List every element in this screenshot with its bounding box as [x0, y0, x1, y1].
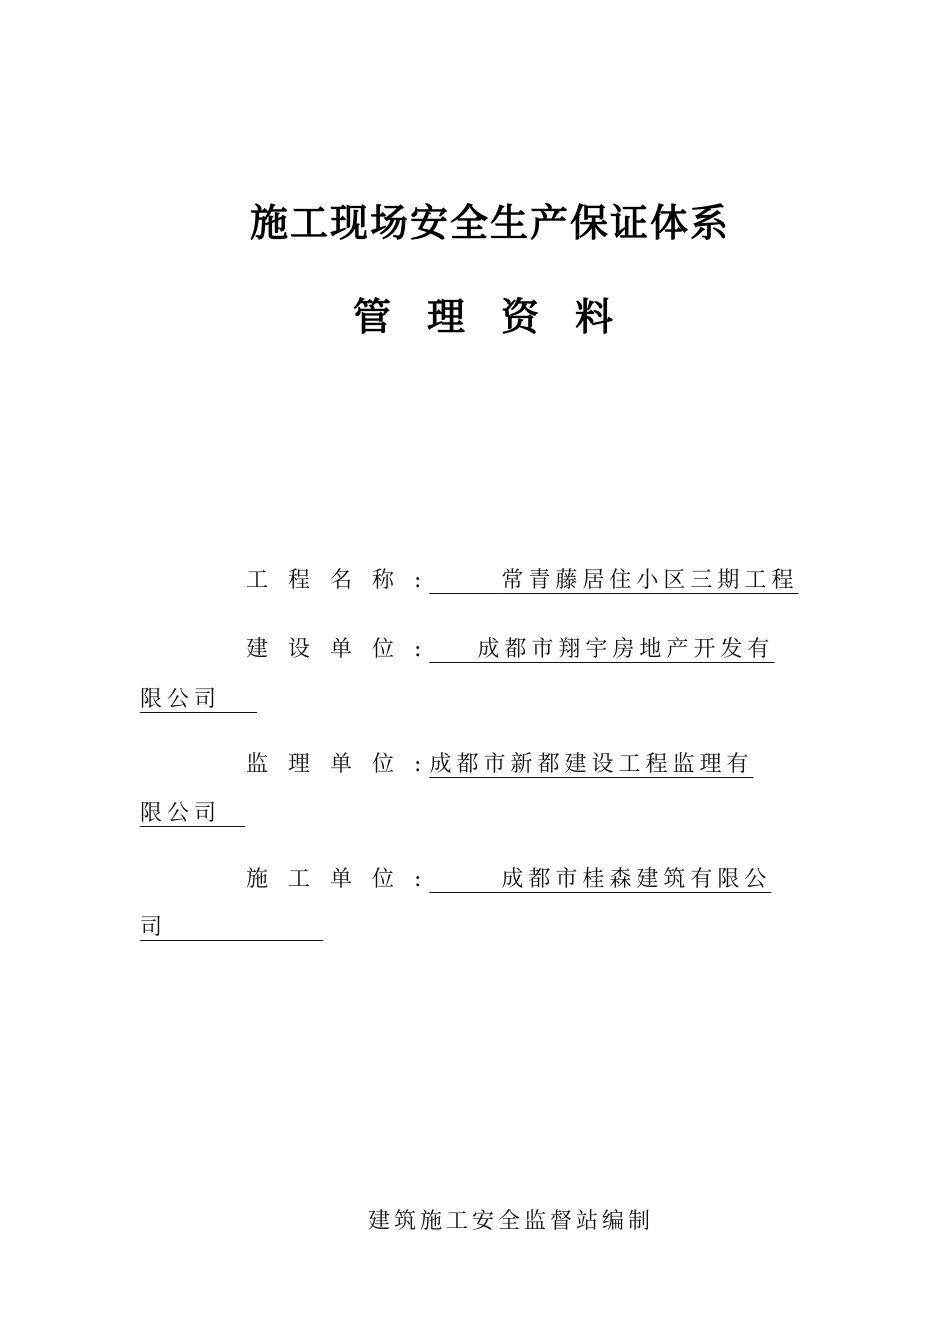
field-contractor-value-cont: 司 [140, 915, 168, 940]
field-developer-value-cont: 限公司 [140, 687, 222, 712]
field-supervisor [246, 747, 753, 778]
document-title: 施工现场安全生产保证体系 [249, 201, 730, 245]
field-supervisor-value-cont: 限公司 [140, 801, 222, 826]
field-contractor-value: 成都市桂森建筑有限公 [501, 867, 772, 892]
field-project-value: 常青藤居住小区三期工程 [501, 568, 799, 593]
field-supervisor-continuation [140, 796, 245, 827]
field-supervisor-value: 成都市新都建设工程监理有 [429, 752, 754, 777]
field-contractor [246, 862, 771, 893]
field-developer-continuation [140, 682, 257, 713]
field-project-colon: : [414, 568, 430, 593]
document-subtitle: 管理资料 [352, 295, 649, 339]
field-supervisor-label: 监理单位 [246, 752, 415, 777]
field-developer [246, 632, 774, 663]
field-contractor-colon: : [414, 867, 430, 892]
document-footer: 建筑施工安全监督站编制 [368, 1209, 655, 1234]
field-developer-value: 成都市翔宇房地产开发有 [477, 637, 775, 662]
field-project [246, 563, 798, 594]
field-contractor-label: 施工单位 [246, 867, 415, 892]
field-contractor-continuation [140, 910, 323, 941]
field-project-label: 工程名称 [246, 568, 415, 593]
field-supervisor-colon: : [414, 752, 430, 777]
field-developer-colon: : [414, 637, 430, 662]
field-developer-label: 建设单位 [246, 637, 415, 662]
